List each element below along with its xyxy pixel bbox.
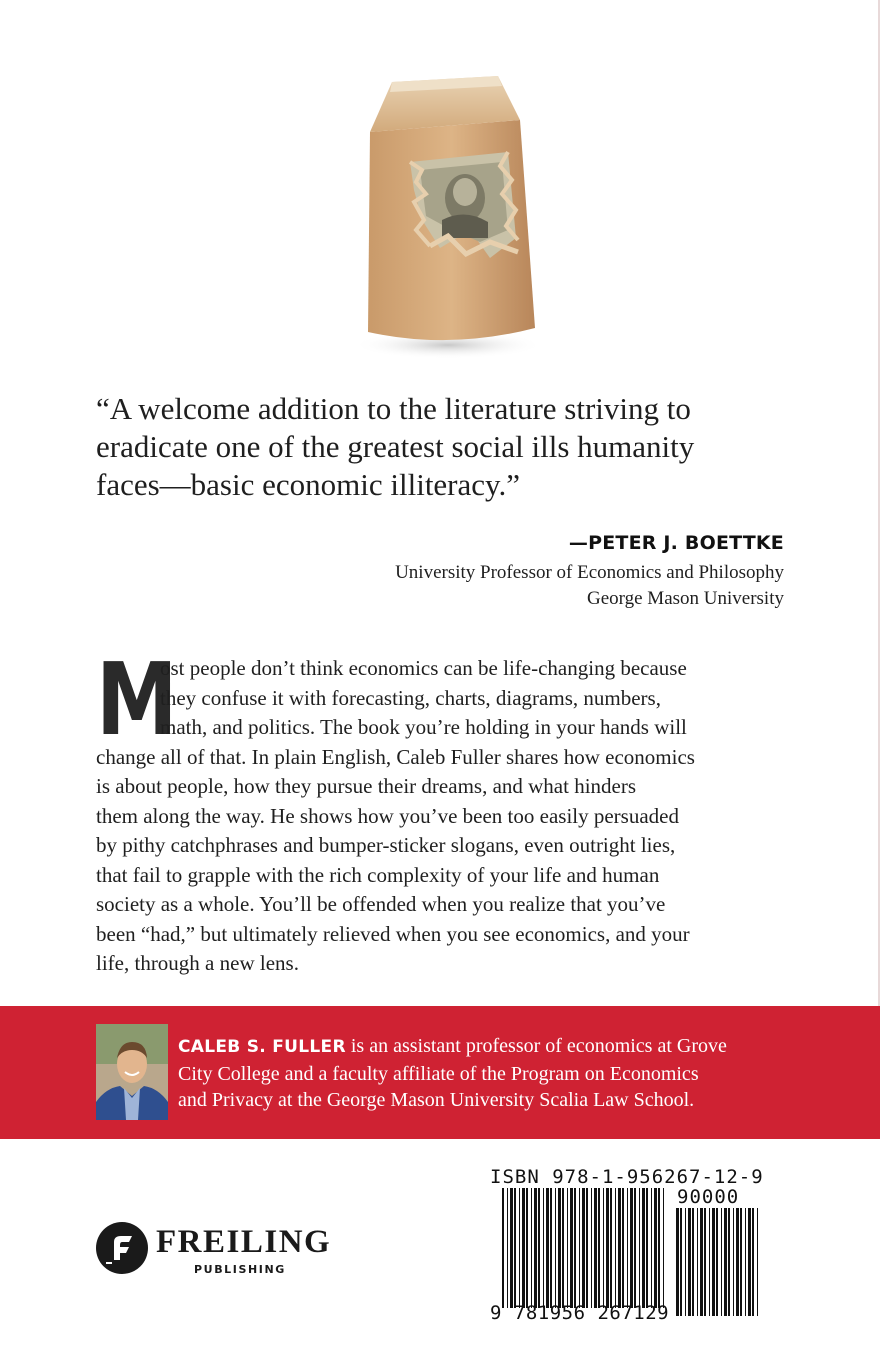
barcode-bar bbox=[606, 1188, 609, 1308]
barcode-bar bbox=[733, 1208, 734, 1316]
barcode-bar bbox=[740, 1208, 742, 1316]
description-line: society as a whole. You’ll be offended when you realize that you’ve bbox=[96, 892, 666, 916]
barcode-bar bbox=[642, 1188, 645, 1308]
author-bio-line bbox=[178, 1033, 828, 1061]
author-photo bbox=[96, 1024, 168, 1120]
paper-bag-money-illustration bbox=[330, 70, 560, 370]
attribution-title: University Professor of Economics and Philosophy bbox=[395, 562, 784, 583]
attribution-affiliation: George Mason University bbox=[586, 588, 784, 609]
isbn-label: ISBN 978-1-956267-12-9 bbox=[490, 1166, 764, 1188]
description-line: math, and politics. The book you’re holding in your hands will bbox=[160, 715, 687, 739]
author-bio-line: and Privacy at the George Mason University Scalia Law School. bbox=[178, 1089, 695, 1111]
description-line: ost people don’t think economics can be life-changing because bbox=[160, 656, 687, 680]
barcode-bar bbox=[519, 1188, 520, 1308]
barcode-bar bbox=[510, 1188, 513, 1308]
description-line: that fail to grapple with the rich complexity of your life and human bbox=[96, 862, 660, 887]
description-line: change all of that. In plain English, Caleb Fuller shares how economics bbox=[96, 744, 695, 769]
barcode-bar bbox=[700, 1208, 703, 1316]
quote-attribution bbox=[395, 530, 784, 612]
barcode-bar bbox=[658, 1188, 660, 1308]
description-line: been “had,” but ultimately relieved when you see economics, and your bbox=[96, 921, 690, 946]
barcode-bar bbox=[688, 1208, 691, 1316]
barcode-bar bbox=[502, 1188, 504, 1308]
author-bio bbox=[178, 1033, 828, 1114]
description-line: life, through a new lens. bbox=[96, 951, 299, 975]
barcode-bar bbox=[538, 1188, 540, 1308]
author-name: CALEB S. FULLER bbox=[178, 1037, 346, 1057]
barcode-bar bbox=[676, 1208, 679, 1316]
barcode-bar bbox=[728, 1208, 730, 1316]
barcode-bar bbox=[712, 1208, 715, 1316]
attribution-name: —PETER J. BOETTKE bbox=[568, 532, 784, 554]
barcode-bar bbox=[736, 1208, 739, 1316]
barcode-bar bbox=[724, 1208, 727, 1316]
barcode-bar bbox=[570, 1188, 573, 1308]
barcode-bar bbox=[685, 1208, 686, 1316]
barcode-bar bbox=[704, 1208, 706, 1316]
quote-line: eradicate one of the greatest social ills humanity bbox=[96, 429, 695, 464]
barcode-bar bbox=[522, 1188, 525, 1308]
barcode-bar bbox=[567, 1188, 568, 1308]
barcode-bar bbox=[716, 1208, 718, 1316]
barcode-bar bbox=[639, 1188, 640, 1308]
freiling-logo-icon bbox=[96, 1222, 148, 1274]
quote-line: “A welcome addition to the literature striving to bbox=[96, 391, 691, 426]
description-line: they confuse it with forecasting, charts, diagrams, numbers, bbox=[160, 685, 661, 710]
barcode-bar bbox=[582, 1188, 585, 1308]
barcode-bar bbox=[603, 1188, 604, 1308]
barcode-bar bbox=[550, 1188, 552, 1308]
barcode-bar bbox=[514, 1188, 516, 1308]
barcode-bar bbox=[745, 1208, 746, 1316]
ean-number: 9 781956 267129 bbox=[490, 1302, 670, 1324]
description-line: them along the way. He shows how you’ve been too easily persuaded bbox=[96, 803, 679, 828]
barcode-bar bbox=[579, 1188, 580, 1308]
barcode-bar bbox=[558, 1188, 561, 1308]
barcode-bar bbox=[757, 1208, 758, 1316]
barcode-bar bbox=[697, 1208, 698, 1316]
barcode-bar bbox=[651, 1188, 652, 1308]
barcode-bar bbox=[507, 1188, 508, 1308]
barcode-bar bbox=[663, 1188, 664, 1308]
barcode-bar bbox=[630, 1188, 633, 1308]
barcode-bar bbox=[586, 1188, 588, 1308]
barcode-bar bbox=[610, 1188, 612, 1308]
barcode-bar bbox=[594, 1188, 597, 1308]
quote-line: faces—basic economic illiteracy.” bbox=[96, 467, 521, 502]
barcode-bar bbox=[543, 1188, 544, 1308]
endorsement-quote bbox=[96, 390, 796, 504]
barcode-bars bbox=[502, 1188, 664, 1308]
barcode-bar bbox=[748, 1208, 751, 1316]
barcode-bar bbox=[654, 1188, 657, 1308]
barcode-bar bbox=[546, 1188, 549, 1308]
barcode-bar bbox=[618, 1188, 621, 1308]
barcode-bar bbox=[752, 1208, 754, 1316]
barcode-bar bbox=[680, 1208, 682, 1316]
barcode-bar bbox=[591, 1188, 592, 1308]
barcode-bar bbox=[646, 1188, 648, 1308]
publisher-logo bbox=[96, 1222, 356, 1282]
publisher-subtitle: PUBLISHING bbox=[194, 1263, 286, 1276]
barcode-bar bbox=[634, 1188, 636, 1308]
barcode-bar bbox=[534, 1188, 537, 1308]
price-code: 90000 bbox=[677, 1186, 740, 1208]
barcode-bar bbox=[622, 1188, 624, 1308]
barcode-addon-bars bbox=[676, 1208, 760, 1316]
description-line: by pithy catchphrases and bumper-sticker slogans, even outright lies, bbox=[96, 833, 676, 857]
publisher-name: FREILING bbox=[156, 1224, 332, 1260]
barcode-bar bbox=[531, 1188, 532, 1308]
author-bio-line: City College and a faculty affiliate of the Program on Economics bbox=[178, 1062, 699, 1085]
author-bio-text: is an assistant professor of economics at Grove bbox=[345, 1035, 727, 1057]
barcode-bar bbox=[562, 1188, 564, 1308]
barcode-bar bbox=[574, 1188, 576, 1308]
barcode-bar bbox=[615, 1188, 616, 1308]
barcode-bar bbox=[692, 1208, 694, 1316]
book-description bbox=[96, 641, 796, 979]
barcode-bar bbox=[709, 1208, 710, 1316]
description-line: is about people, how they pursue their dreams, and what hinders bbox=[96, 774, 637, 798]
barcode-bar bbox=[721, 1208, 722, 1316]
drop-cap: M bbox=[96, 641, 178, 758]
barcode-bar bbox=[526, 1188, 528, 1308]
barcode-bar bbox=[627, 1188, 628, 1308]
barcode-bar bbox=[555, 1188, 556, 1308]
barcode-bar bbox=[598, 1188, 600, 1308]
